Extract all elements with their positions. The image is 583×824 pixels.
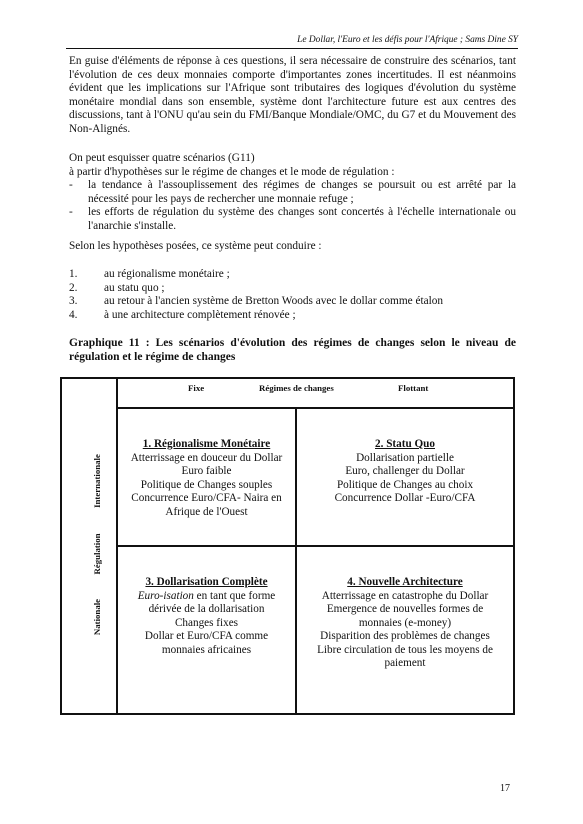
list-item	[69, 282, 516, 296]
scenario-line: monnaies (e-money)	[358, 616, 452, 629]
scenario-italic-term: Euro-isation	[137, 589, 194, 602]
scenario-line: Atterrissage en catastrophe du Dollar	[321, 589, 489, 602]
figure-caption: Graphique 11 : Les scénarios d'évolution des régimes de changes selon le niveau de régulation et le régime de changes	[69, 337, 516, 363]
scenario-line: Emergence de nouvelles formes de	[326, 603, 484, 615]
list-text: au statu quo ;	[104, 281, 165, 294]
diagram-divider-horizontal	[116, 545, 515, 547]
paragraph-text: Selon les hypothèses posées, ce système peut conduire :	[69, 240, 322, 252]
scenario-cell-4	[297, 576, 513, 671]
paragraph-line: On peut esquisser quatre scénarios (G11)	[69, 152, 255, 164]
paragraph-scenarios	[69, 152, 516, 234]
scenario-line: Libre circulation de tous les moyens de	[317, 643, 493, 656]
list-text: au retour à l'ancien système de Bretton Woods avec le dollar comme étalon	[104, 295, 444, 308]
scenario-diagram	[60, 377, 515, 715]
scenario-line: Concurrence Dollar -Euro/CFA	[334, 492, 476, 504]
scenario-cell-2	[297, 438, 513, 506]
scenario-line: Politique de Changes souples	[140, 478, 273, 491]
scenario-line: Atterrissage en douceur du Dollar	[130, 451, 283, 464]
numbered-list	[69, 268, 516, 322]
axis-label-nationale: Nationale	[92, 598, 102, 636]
list-number: 3.	[69, 295, 78, 308]
axis-label-internationale: Internationale	[92, 454, 102, 508]
page-number: 17	[500, 783, 510, 794]
list-item	[69, 179, 516, 206]
axis-label-fixe: Fixe	[188, 383, 205, 393]
scenario-line: Euro, challenger du Dollar	[345, 465, 465, 477]
list-item	[69, 309, 516, 323]
scenario-title: 1. Régionalisme Monétaire	[142, 438, 271, 450]
scenario-line: Politique de Changes au choix	[336, 478, 474, 491]
bullet-text: la tendance à l'assouplissement des régimes de changes se poursuit ou est arrêté par la nécessité pour les pays de rechercher une monnaie refuge ;	[88, 179, 516, 205]
scenario-title: 4. Nouvelle Architecture	[347, 576, 463, 588]
paragraph-hypotheses	[69, 240, 516, 254]
scenario-line-rest: en tant que forme	[193, 589, 276, 602]
diagram-header-band	[116, 377, 515, 409]
scenario-line: Changes fixes	[174, 616, 239, 629]
paragraph-text: En guise d'éléments de réponse à ces questions, il sera nécessaire de construire des scénarios, tant l'évolution de ces deux monnaies comporte d'importantes zones incertitudes. Il est néanmoins évident que les implications sur l'Afrique sont tributaires des logiques d'évolution du système monétaire mondial dans son ensemble, système dont l'architecture future est aux centres des discussions, tant à l'ONU qu'au sein du FMI/Banque Mondiale/OMC, du G7 et du Mouvement des Non-Alignés.	[69, 55, 516, 135]
scenario-line: Dollar et Euro/CFA comme	[144, 630, 269, 642]
scenario-title: 2. Statu Quo	[375, 438, 435, 450]
bullet-text: les efforts de régulation du système des changes sont concertés à l'échelle internationale ou l'anarchie s'installe.	[88, 206, 516, 232]
list-number: 2.	[69, 281, 78, 294]
axis-label-regulation: Régulation	[92, 533, 102, 575]
scenario-cell-3	[118, 576, 295, 657]
scenario-line: dérivée de la dollarisation	[148, 603, 265, 615]
list-item	[69, 295, 516, 309]
header-rule	[66, 48, 518, 49]
axis-label-flottant: Flottant	[398, 383, 429, 393]
list-item	[69, 268, 516, 282]
scenario-title: 3. Dollarisation Complète	[145, 576, 268, 588]
axis-label-regimes: Régimes de changes	[259, 383, 334, 393]
scenario-line	[118, 590, 295, 604]
paragraph-line: à partir d'hypothèses sur le régime de changes et le mode de régulation :	[69, 165, 395, 178]
bullet-dash: -	[69, 179, 73, 192]
list-text: au régionalisme monétaire ;	[104, 268, 230, 280]
scenario-line: paiement	[384, 657, 426, 669]
scenario-line: Dollarisation partielle	[356, 451, 454, 464]
paragraph-intro	[69, 55, 516, 137]
running-header: Le Dollar, l'Euro et les défis pour l'Afrique ; Sams Dine SY	[297, 35, 518, 45]
scenario-cell-1	[118, 438, 295, 519]
scenario-line: Disparition des problèmes de changes	[320, 630, 490, 642]
bullet-dash: -	[69, 206, 73, 219]
scenario-line: Euro faible	[181, 465, 232, 477]
scenario-line: Afrique de l'Ouest	[165, 505, 248, 518]
scenario-line: monnaies africaines	[161, 643, 252, 656]
list-number: 4.	[69, 308, 78, 321]
scenario-line: Concurrence Euro/CFA- Naira en	[131, 492, 282, 504]
list-number: 1.	[69, 268, 78, 280]
list-text: à une architecture complètement rénovée ;	[104, 308, 296, 321]
list-item	[69, 206, 516, 233]
